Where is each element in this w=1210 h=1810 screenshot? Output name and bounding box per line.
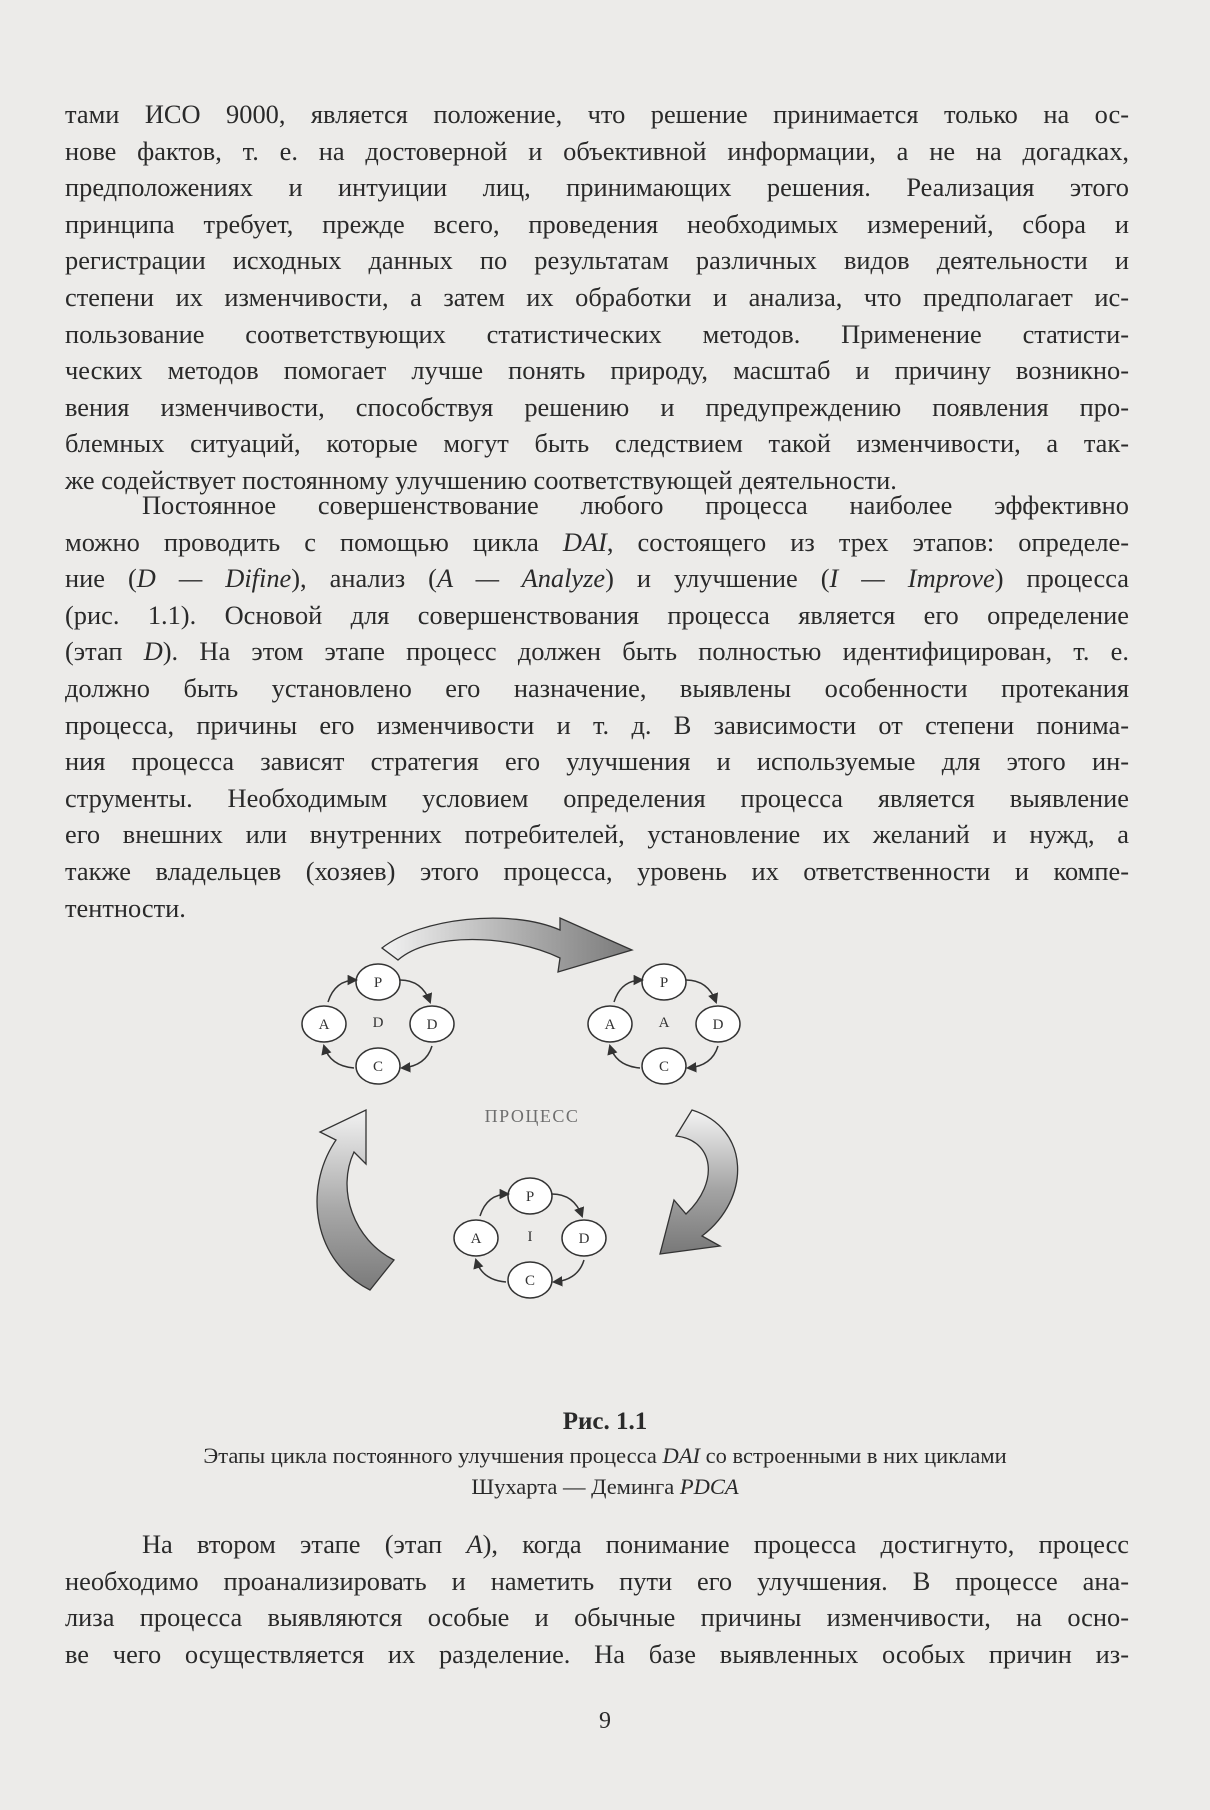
text-line: ния процесса зависят стратегия его улучшения и используемые для этого ин-: [65, 746, 1129, 777]
cycle-3-bottom-label: C: [524, 1273, 536, 1289]
process-label: ПРОЦЕСС: [484, 1106, 580, 1126]
text-line: можно проводить с помощью цикла DAI, состоящего из трех этапов: определе-: [65, 526, 1129, 557]
text-line: же содействует постоянному улучшению соответствующей деятельности.: [65, 464, 897, 495]
cycle-1-bottom-label: C: [372, 1059, 384, 1075]
figure-caption: [0, 1440, 1210, 1502]
text-line: лиза процесса выявляются особые и обычные причины изменчивости, на осно-: [65, 1602, 1129, 1633]
text-line: (рис. 1.1). Основой для совершенствования процесса является его определение: [65, 599, 1129, 630]
cycle-2-bottom-label: C: [658, 1059, 670, 1075]
cycle-1-right-label: D: [426, 1017, 438, 1033]
cycle-3-right-label: D: [578, 1231, 590, 1247]
text-line: должно быть установлено его назначение, выявлены особенности протекания: [65, 672, 1129, 703]
cycle-1-top-label: P: [373, 975, 383, 991]
text-line: тами ИСО 9000, является положение, что решение принимается только на ос-: [65, 99, 1129, 129]
text-line: Постоянное совершенствование любого процесса наиболее эффективно: [142, 490, 1129, 520]
caption-line: Шухарта — Деминга PDCA: [471, 1474, 739, 1499]
cycle-3-left-label: A: [470, 1231, 482, 1247]
text-line: струменты. Необходимым условием определения процесса является выявление: [65, 782, 1129, 813]
text-line: ве чего осуществляется их разделение. На базе выявленных особых причин из-: [65, 1638, 1129, 1669]
left-curved-arrow: [317, 1110, 394, 1290]
text-line: На втором этапе (этап A), когда понимание процесса достигнуто, процесс: [142, 1529, 1130, 1559]
cycle-2-right-label: D: [712, 1017, 724, 1033]
text-line: процесса, причины его изменчивости и т. д. В зависимости от степени понима-: [65, 709, 1129, 740]
caption-line: Этапы цикла постоянного улучшения процесса DAI со встроенными в них циклами: [203, 1443, 1007, 1468]
text-line: нове фактов, т. е. на достоверной и объективной информации, а не на догадках,: [65, 135, 1129, 166]
cycle-1-center-label: D: [372, 1015, 384, 1031]
paragraph-2: [65, 487, 1129, 926]
figure-caption-title: Рис. 1.1: [562, 1408, 648, 1435]
cycle-3-top-label: P: [525, 1189, 535, 1205]
text-line: (этап D). На этом этапе процесс должен быть полностью идентифицирован, т. е.: [65, 636, 1129, 667]
text-line: тентности.: [65, 892, 186, 923]
top-curved-arrow: [382, 918, 632, 972]
paragraph-1: [65, 96, 1129, 499]
right-curved-arrow: [660, 1110, 738, 1254]
text-line: вения изменчивости, способствуя решению и предупреждению появления про-: [65, 391, 1129, 422]
text-line: ческих методов помогает лучше понять природу, масштаб и причину возникно-: [65, 355, 1129, 386]
text-line: принципа требует, прежде всего, проведения необходимых измерений, сбора и: [65, 208, 1129, 239]
text-line: необходимо проанализировать и наметить пути его улучшения. В процессе ана-: [65, 1565, 1129, 1596]
text-line: регистрации исходных данных по результатам различных видов деятельности и: [65, 245, 1129, 276]
text-line: предположениях и интуиции лиц, принимающих решения. Реализация этого: [65, 172, 1129, 203]
page-number: 9: [599, 1708, 611, 1734]
text-line: его внешних или внутренних потребителей, установление их желаний и нужд, а: [65, 819, 1129, 850]
text-line: ние (D — Difine), анализ (A — Analyze) и улучшение (I — Improve) процесса: [65, 563, 1129, 594]
cycle-1-left-label: A: [318, 1017, 330, 1033]
paragraph-4: [65, 1526, 1129, 1672]
text-line: степени их изменчивости, а затем их обработки и анализа, что предполагает ис-: [65, 281, 1129, 312]
text-line: блемных ситуаций, которые могут быть следствием такой изменчивости, а так-: [65, 428, 1129, 459]
cycle-2-center-label: A: [658, 1015, 670, 1031]
cycle-2-top-label: P: [659, 975, 669, 991]
cycle-3-center-label: I: [527, 1229, 533, 1245]
cycle-2-left-label: A: [604, 1017, 616, 1033]
dai-cycle-diagram: [290, 910, 920, 1370]
text-line: также владельцев (хозяев) этого процесса, уровень их ответственности и компе-: [65, 855, 1129, 886]
text-line: пользование соответствующих статистических методов. Применение статисти-: [65, 318, 1129, 349]
